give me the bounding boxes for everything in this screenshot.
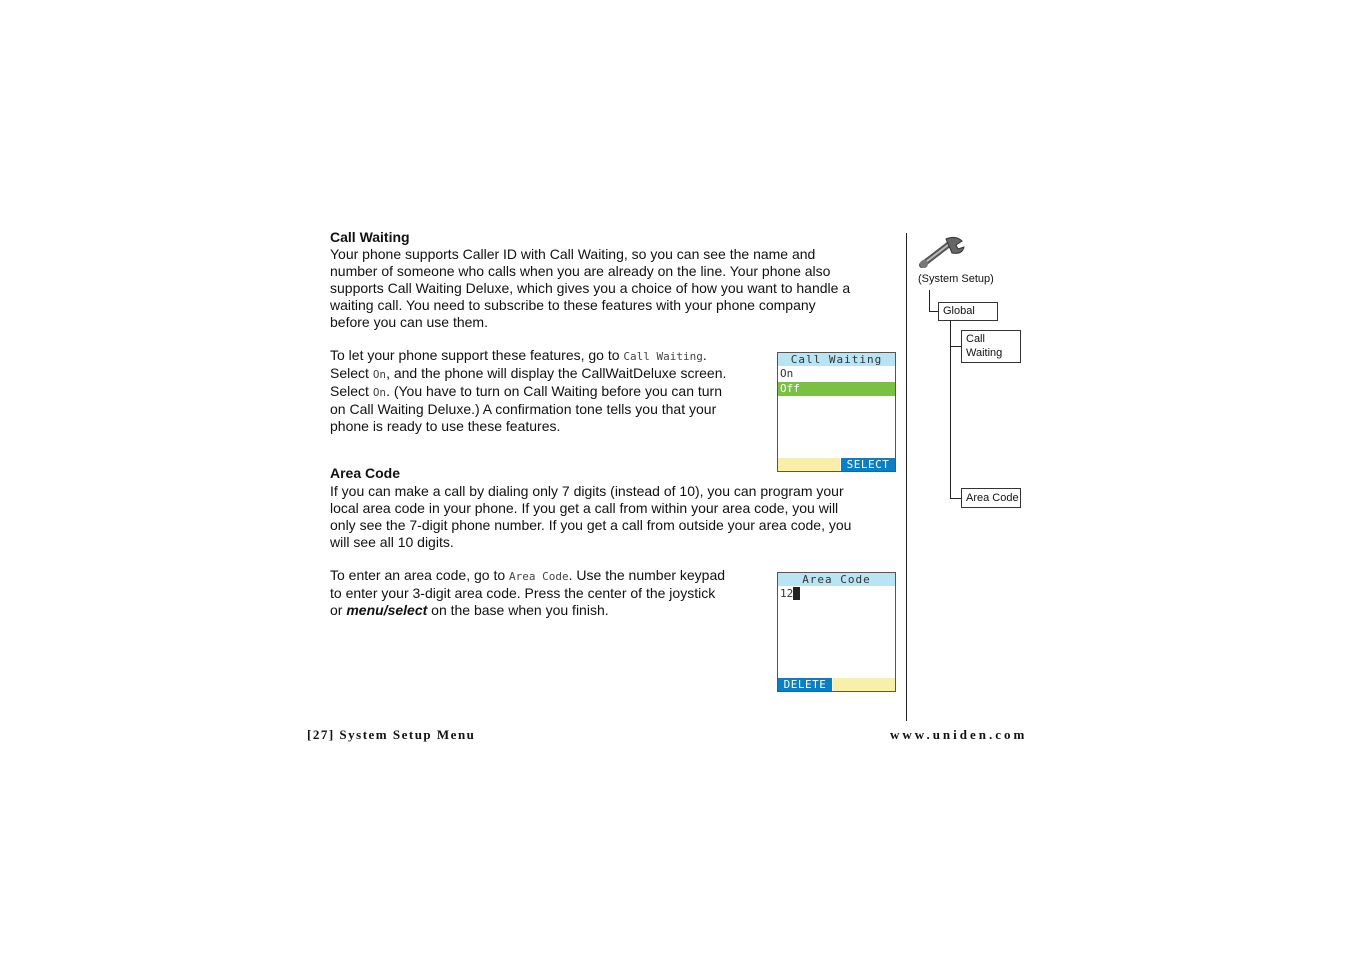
menu-item-call-waiting: Call Waiting: [623, 350, 703, 363]
area-code-instructions: [330, 567, 770, 619]
menu-select-key: menu/select: [346, 602, 428, 618]
menu-box-line: Call: [966, 333, 985, 345]
text-line: before you can use them.: [330, 314, 488, 330]
text-line: only see the 7-digit phone number. If you get a call from outside your area code, you: [330, 517, 852, 533]
text-line: to enter your 3-digit area code. Press the center of the joystick: [330, 585, 716, 601]
text-line: number of someone who calls when you are already on the line. Your phone also: [330, 263, 831, 279]
column-divider: [906, 233, 907, 721]
area-code-heading: Area Code: [330, 465, 401, 481]
call-waiting-heading: Call Waiting: [330, 229, 410, 245]
tree-connector: [929, 311, 938, 312]
option-on: On: [372, 386, 387, 399]
text-line: will see all 10 digits.: [330, 534, 454, 550]
text-line: local area code in your phone. If you get a call from within your area code, you will: [330, 500, 839, 516]
area-code-intro: [330, 483, 900, 551]
call-waiting-screen: [777, 352, 896, 472]
select-softkey[interactable]: SELECT: [841, 458, 895, 471]
footer-url: www.uniden.com: [890, 727, 1028, 742]
menu-item-area-code: Area Code: [509, 570, 569, 583]
text-line: waiting call. You need to subscribe to these features with your phone company: [330, 297, 816, 313]
wrench-icon: [918, 235, 968, 271]
menu-box-area-code[interactable]: Area Code: [961, 488, 1021, 508]
softkey-right[interactable]: [833, 678, 895, 691]
text-line: supports Call Waiting Deluxe, which gives you a choice of how you want to handle a: [330, 280, 851, 296]
menu-box-global[interactable]: Global: [938, 302, 998, 321]
text-line: Select On. (You have to turn on Call Waiting before you can turn: [330, 383, 723, 399]
text-line: on Call Waiting Deluxe.) A confirmation tone tells you that your: [330, 401, 717, 417]
text-line: Select On, and the phone will display the CallWaitDeluxe screen.: [330, 365, 727, 381]
option-on-row[interactable]: On: [780, 367, 794, 380]
page-footer-title: [27] System Setup Menu: [307, 727, 476, 742]
softkey-left[interactable]: [778, 458, 840, 471]
delete-softkey[interactable]: DELETE: [778, 678, 832, 691]
area-code-screen: [777, 572, 896, 692]
tree-connector: [929, 290, 930, 311]
menu-box-line: Waiting: [966, 347, 1003, 359]
screen-title: Area Code: [778, 573, 895, 586]
text-line: or menu/select on the base when you finish.: [330, 602, 609, 618]
menu-box-call-waiting[interactable]: [961, 330, 1021, 363]
text-line: If you can make a call by dialing only 7 digits (instead of 10), you can program your: [330, 483, 844, 499]
option-on: On: [372, 368, 387, 381]
area-code-entry[interactable]: [778, 587, 895, 601]
tree-connector: [950, 498, 961, 499]
entry-value: 12: [780, 587, 794, 600]
text-line: phone is ready to use these features.: [330, 418, 561, 434]
text-cursor: [793, 587, 800, 600]
option-off-row[interactable]: Off: [778, 382, 895, 396]
call-waiting-instructions: [330, 347, 770, 435]
call-waiting-intro: [330, 246, 900, 331]
text-line: Your phone supports Caller ID with Call Waiting, so you can see the name and: [330, 246, 816, 262]
system-setup-label: (System Setup): [918, 273, 994, 285]
screen-title: Call Waiting: [778, 353, 895, 366]
text-line: To enter an area code, go to Area Code. Use the number keypad: [330, 567, 726, 583]
text-line: To let your phone support these features, go to Call Waiting.: [330, 347, 707, 363]
tree-connector: [950, 346, 961, 347]
